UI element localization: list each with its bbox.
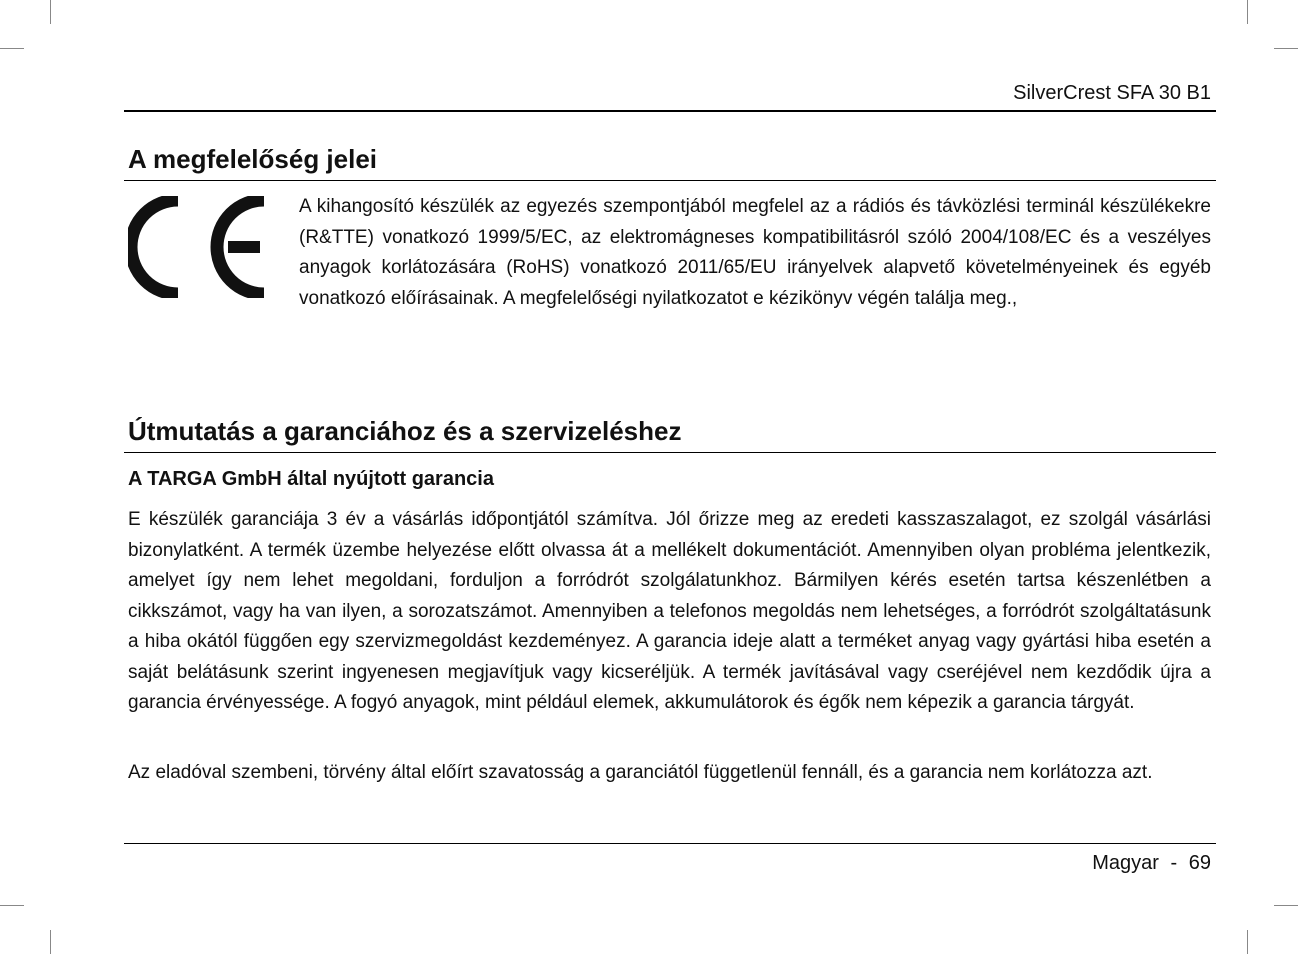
crop-mark (50, 0, 51, 24)
footer-language: Magyar (1092, 852, 1159, 874)
crop-mark (1274, 48, 1298, 49)
crop-mark (1274, 905, 1298, 906)
crop-mark (0, 48, 24, 49)
crop-mark (0, 905, 24, 906)
footer-separator: - (1170, 852, 1178, 874)
section-title-warranty: Útmutatás a garanciához és a szervizeléshez (128, 416, 682, 446)
page-footer (1092, 852, 1211, 875)
header-product-name: SilverCrest SFA 30 B1 (1013, 82, 1211, 104)
section-title-conformity: A megfelelőség jelei (128, 144, 378, 174)
subsection-title-warranty: A TARGA GmbH által nyújtott garancia (128, 468, 494, 490)
section-rule (124, 452, 1216, 453)
footer-rule (124, 843, 1216, 844)
header-rule (124, 110, 1216, 112)
page-number: 69 (1188, 852, 1211, 874)
ce-mark-icon (128, 196, 268, 303)
crop-mark (1247, 0, 1248, 24)
crop-mark (1247, 930, 1248, 954)
statutory-warranty-paragraph: Az eladóval szembeni, törvény által előírt szavatosság a garanciától függetlenül fennáll, és a garancia nem korlátozza azt. (128, 762, 1153, 783)
section-rule (124, 180, 1216, 181)
warranty-paragraph: E készülék garanciája 3 év a vásárlás időpontjától számítva. Jól őrizze meg az eredeti kasszaszalagot, ez szolgál vásárlási bizonylatként. A termék üzembe helyezése előtt olvassa át a mellékelt dokumentációt. Amennyiben olyan probléma jelentkezik, amelyet így nem lehet megoldani, forduljon a forródrót szolgálatunkhoz. Bármilyen kérés esetén tartsa készenlétben a cikkszámot, vagy ha van ilyen, a sorozatszámot. Amennyiben a telefonos megoldás nem lehetséges, a forródrót szolgáltatásunk a hiba okától függően egy szervizmegoldást kezdeményez. A garancia ideje alatt a terméket anyag vagy gyártási hiba esetén a saját belátásunk szerint ingyenesen megjavítjuk vagy kicseréljük. A termék javításával vagy cseréjével nem kezdődik újra a garancia érvényessége. A fogyó anyagok, mint például elemek, akkumulátorok és égők nem képezik a garancia tárgyát. (128, 509, 1211, 713)
crop-mark (50, 930, 51, 954)
conformity-paragraph: A kihangosító készülék az egyezés szempontjából megfelel az a rádiós és távközlési terminál készülékekre (R&TTE) vonatkozó 1999/5/EC, az elektromágneses kompatibilitásról szóló 2004/108/EC és a veszélyes anyagok korlátozására (RoHS) vonatkozó 2011/65/EU irányelvek alapvető követelményeinek és egyéb vonatkozó előírásainak. A megfelelőségi nyilatkozatot e kézikönyv végén találja meg., (299, 196, 1211, 309)
